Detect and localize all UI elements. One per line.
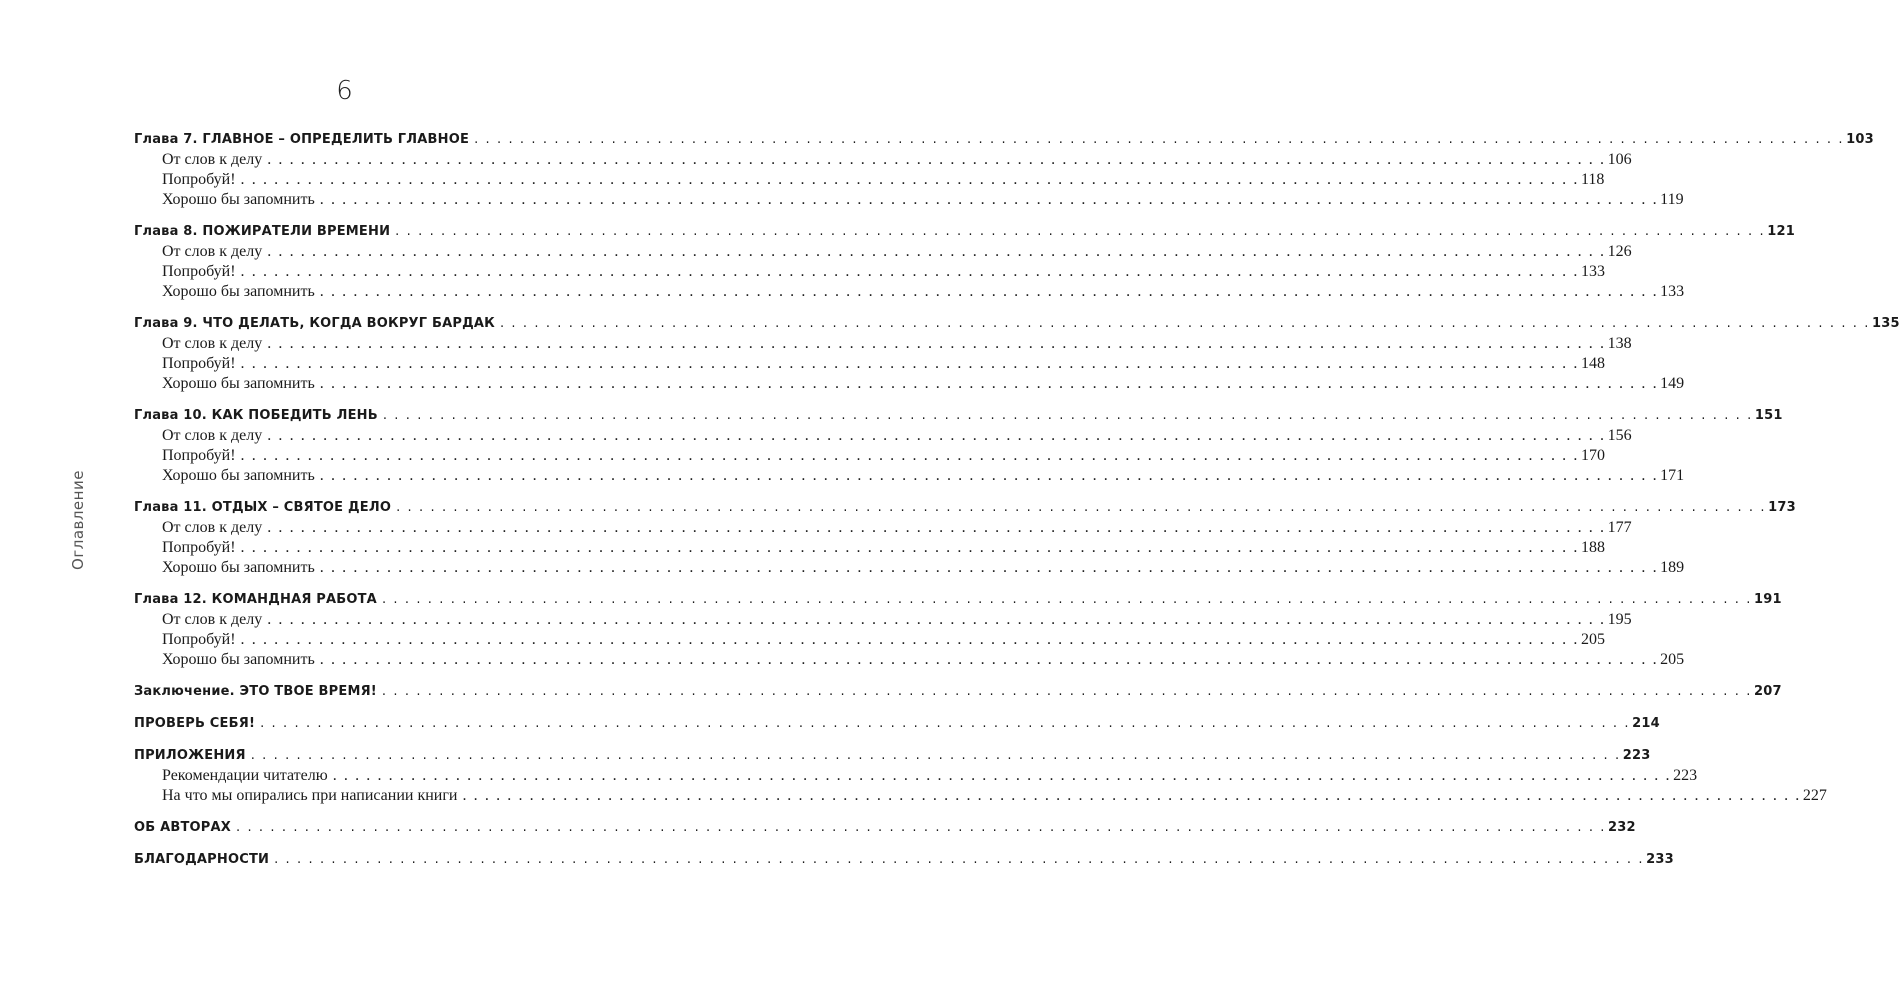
toc-section xyxy=(134,222,1795,302)
dot-leader: . . . . . . . . . . . . . . . . . . . . . . . . . . . . . . . . . . . . . . . . . . . . . . . . . . . . . . . . . . . . . . . . . . . . . . . . . . . . . . . . . . . . . . . . . . . . . . . . . . . . . . . . . . . . . . . . . . . . . . . . xyxy=(381,592,1752,607)
toc-section xyxy=(134,818,1636,838)
toc-subentry[interactable] xyxy=(134,610,1632,630)
toc-subentry-page: 148 xyxy=(1580,355,1605,372)
dot-leader: . . . . . . . . . . . . . . . . . . . . . . . . . . . . . . . . . . . . . . . . . . . . . . . . . . . . . . . . . . . . . . . . . . . . . . . . . . . . . . . . . . . . . . . . . . . . . . . . . . . . . . . . . . . . . . . . . . . . . . . . xyxy=(267,151,1606,168)
toc-subentry-page: 156 xyxy=(1607,427,1632,444)
toc-subentry-page: 118 xyxy=(1580,171,1605,188)
toc-chapter-entry[interactable] xyxy=(134,682,1782,702)
toc-subentry[interactable] xyxy=(134,374,1685,394)
toc-subentry-page: 149 xyxy=(1660,375,1685,392)
toc-chapter-entry-page: 214 xyxy=(1632,716,1660,731)
toc-section xyxy=(134,590,1782,670)
toc-chapter-entry[interactable] xyxy=(134,746,1651,766)
toc-subentry-title: Попробуй! xyxy=(162,355,236,372)
toc-chapter-entry-title: ПРОВЕРЬ СЕБЯ! xyxy=(134,716,256,731)
toc-chapter-entry-title: Глава 8. ПОЖИРАТЕЛИ ВРЕМЕНИ xyxy=(134,224,391,239)
toc-subentry-title: От слов к делу xyxy=(162,335,263,352)
dot-leader: . . . . . . . . . . . . . . . . . . . . . . . . . . . . . . . . . . . . . . . . . . . . . . . . . . . . . . . . . . . . . . . . . . . . . . . . . . . . . . . . . . . . . . . . . . . . . . . . . . . . . . . . . . . . . . . . . . . . . . . . xyxy=(332,767,1672,784)
toc-subentry[interactable] xyxy=(134,282,1685,302)
dot-leader: . . . . . . . . . . . . . . . . . . . . . . . . . . . . . . . . . . . . . . . . . . . . . . . . . . . . . . . . . . . . . . . . . . . . . . . . . . . . . . . . . . . . . . . . . . . . . . . . . . . . . . . . . . . . . . . . . . . . . . . . xyxy=(474,132,1845,147)
toc-subentry-page: 119 xyxy=(1660,191,1684,208)
toc-subentry-title: От слов к делу xyxy=(162,243,263,260)
toc-chapter-entry-title: ОБ АВТОРАХ xyxy=(134,820,231,835)
toc-subentry[interactable] xyxy=(134,242,1632,262)
toc-subentry-title: Хорошо бы запомнить xyxy=(162,467,315,484)
toc-subentry[interactable] xyxy=(134,466,1685,486)
dot-leader: . . . . . . . . . . . . . . . . . . . . . . . . . . . . . . . . . . . . . . . . . . . . . . . . . . . . . . . . . . . . . . . . . . . . . . . . . . . . . . . . . . . . . . . . . . . . . . . . . . . . . . . . . . . . . . . . . . . . . . . . xyxy=(240,631,1579,648)
toc-subentry-title: Попробуй! xyxy=(162,263,236,280)
toc-subentry[interactable] xyxy=(134,334,1632,354)
toc-subentry-title: Хорошо бы запомнить xyxy=(162,375,315,392)
toc-chapter-entry-page: 103 xyxy=(1846,132,1874,147)
toc-section xyxy=(134,130,1874,210)
toc-chapter-entry-title: ПРИЛОЖЕНИЯ xyxy=(134,748,246,763)
toc-section xyxy=(134,314,1900,394)
toc-chapter-entry[interactable] xyxy=(134,222,1795,242)
toc-subentry[interactable] xyxy=(134,426,1632,446)
toc-chapter-entry[interactable] xyxy=(134,714,1660,734)
dot-leader: . . . . . . . . . . . . . . . . . . . . . . . . . . . . . . . . . . . . . . . . . . . . . . . . . . . . . . . . . . . . . . . . . . . . . . . . . . . . . . . . . . . . . . . . . . . . . . . . . . . . . . . . . . . . . . . . . . . . . . . . xyxy=(240,539,1579,556)
toc-chapter-entry-title: БЛАГОДАРНОСТИ xyxy=(134,852,270,867)
toc-subentry[interactable] xyxy=(134,150,1632,170)
toc-chapter-entry-title: Глава 11. ОТДЫХ – СВЯТОЕ ДЕЛО xyxy=(134,500,392,515)
dot-leader: . . . . . . . . . . . . . . . . . . . . . . . . . . . . . . . . . . . . . . . . . . . . . . . . . . . . . . . . . . . . . . . . . . . . . . . . . . . . . . . . . . . . . . . . . . . . . . . . . . . . . . . . . . . . . . . . . . . . . . . . xyxy=(267,519,1606,536)
toc-subentry-page: 205 xyxy=(1660,651,1685,668)
dot-leader: . . . . . . . . . . . . . . . . . . . . . . . . . . . . . . . . . . . . . . . . . . . . . . . . . . . . . . . . . . . . . . . . . . . . . . . . . . . . . . . . . . . . . . . . . . . . . . . . . . . . . . . . . . . . . . . . . . . . . . . . xyxy=(260,716,1631,731)
toc-subentry-page: 227 xyxy=(1802,787,1827,804)
dot-leader: . . . . . . . . . . . . . . . . . . . . . . . . . . . . . . . . . . . . . . . . . . . . . . . . . . . . . . . . . . . . . . . . . . . . . . . . . . . . . . . . . . . . . . . . . . . . . . . . . . . . . . . . . . . . . . . . . . . . . . . . xyxy=(267,335,1606,352)
toc-subentry-title: От слов к делу xyxy=(162,611,263,628)
toc-chapter-entry-page: 233 xyxy=(1646,852,1674,867)
toc-chapter-entry-page: 121 xyxy=(1767,224,1795,239)
toc-chapter-entry-page: 223 xyxy=(1622,748,1651,763)
toc-chapter-entry[interactable] xyxy=(134,498,1796,518)
toc-subentry-page: 171 xyxy=(1660,467,1685,484)
toc-subentry-page: 189 xyxy=(1660,559,1685,576)
dot-leader: . . . . . . . . . . . . . . . . . . . . . . . . . . . . . . . . . . . . . . . . . . . . . . . . . . . . . . . . . . . . . . . . . . . . . . . . . . . . . . . . . . . . . . . . . . . . . . . . . . . . . . . . . . . . . . . . . . . . . . . . xyxy=(267,611,1606,628)
toc-subentry-page: 188 xyxy=(1580,539,1605,556)
toc-section xyxy=(134,406,1783,486)
toc-chapter-entry-page: 207 xyxy=(1753,684,1782,699)
dot-leader: . . . . . . . . . . . . . . . . . . . . . . . . . . . . . . . . . . . . . . . . . . . . . . . . . . . . . . . . . . . . . . . . . . . . . . . . . . . . . . . . . . . . . . . . . . . . . . . . . . . . . . . . . . . . . . . . . . . . . . . . xyxy=(240,171,1579,188)
toc-subentry[interactable] xyxy=(134,786,1827,806)
toc-chapter-entry-title: Глава 9. ЧТО ДЕЛАТЬ, КОГДА ВОКРУГ БАРДАК xyxy=(134,316,495,331)
dot-leader: . . . . . . . . . . . . . . . . . . . . . . . . . . . . . . . . . . . . . . . . . . . . . . . . . . . . . . . . . . . . . . . . . . . . . . . . . . . . . . . . . . . . . . . . . . . . . . . . . . . . . . . . . . . . . . . . . . . . . . . . xyxy=(462,787,1801,804)
dot-leader: . . . . . . . . . . . . . . . . . . . . . . . . . . . . . . . . . . . . . . . . . . . . . . . . . . . . . . . . . . . . . . . . . . . . . . . . . . . . . . . . . . . . . . . . . . . . . . . . . . . . . . . . . . . . . . . . . . . . . . . . xyxy=(240,355,1579,372)
toc-subentry[interactable] xyxy=(134,354,1605,374)
toc-subentry-title: Попробуй! xyxy=(162,631,236,648)
toc-section xyxy=(134,850,1674,870)
toc-subentry[interactable] xyxy=(134,650,1685,670)
toc-subentry-title: От слов к делу xyxy=(162,427,263,444)
toc-subentry-page: 106 xyxy=(1607,151,1632,168)
toc-chapter-entry[interactable] xyxy=(134,130,1874,150)
toc-subentry-page: 195 xyxy=(1607,611,1632,628)
toc-chapter-entry-page: 232 xyxy=(1608,820,1636,835)
toc-subentry-page: 138 xyxy=(1607,335,1632,352)
toc-subentry[interactable] xyxy=(134,446,1605,466)
dot-leader: . . . . . . . . . . . . . . . . . . . . . . . . . . . . . . . . . . . . . . . . . . . . . . . . . . . . . . . . . . . . . . . . . . . . . . . . . . . . . . . . . . . . . . . . . . . . . . . . . . . . . . . . . . . . . . . . . . . . . . . . xyxy=(499,316,1870,331)
toc-chapter-entry-title: Глава 7. ГЛАВНОЕ – ОПРЕДЕЛИТЬ ГЛАВНОЕ xyxy=(134,132,470,147)
dot-leader: . . . . . . . . . . . . . . . . . . . . . . . . . . . . . . . . . . . . . . . . . . . . . . . . . . . . . . . . . . . . . . . . . . . . . . . . . . . . . . . . . . . . . . . . . . . . . . . . . . . . . . . . . . . . . . . . . . . . . . . . xyxy=(319,191,1659,208)
toc-subentry[interactable] xyxy=(134,190,1684,210)
toc-chapter-entry-page: 135 xyxy=(1872,316,1900,331)
dot-leader: . . . . . . . . . . . . . . . . . . . . . . . . . . . . . . . . . . . . . . . . . . . . . . . . . . . . . . . . . . . . . . . . . . . . . . . . . . . . . . . . . . . . . . . . . . . . . . . . . . . . . . . . . . . . . . . . . . . . . . . . xyxy=(396,500,1767,515)
toc-subentry-title: От слов к делу xyxy=(162,519,263,536)
toc-chapter-entry[interactable] xyxy=(134,406,1783,426)
toc-subentry-page: 205 xyxy=(1580,631,1605,648)
toc-subentry[interactable] xyxy=(134,558,1685,578)
toc-subentry[interactable] xyxy=(134,170,1605,190)
dot-leader: . . . . . . . . . . . . . . . . . . . . . . . . . . . . . . . . . . . . . . . . . . . . . . . . . . . . . . . . . . . . . . . . . . . . . . . . . . . . . . . . . . . . . . . . . . . . . . . . . . . . . . . . . . . . . . . . . . . . . . . . xyxy=(319,375,1659,392)
page-number: 6 xyxy=(336,76,353,106)
dot-leader: . . . . . . . . . . . . . . . . . . . . . . . . . . . . . . . . . . . . . . . . . . . . . . . . . . . . . . . . . . . . . . . . . . . . . . . . . . . . . . . . . . . . . . . . . . . . . . . . . . . . . . . . . . . . . . . . . . . . . . . . xyxy=(267,243,1606,260)
toc-subentry-page: 133 xyxy=(1580,263,1605,280)
toc-subentry-title: Попробуй! xyxy=(162,539,236,556)
toc-subentry-title: Попробуй! xyxy=(162,171,236,188)
dot-leader: . . . . . . . . . . . . . . . . . . . . . . . . . . . . . . . . . . . . . . . . . . . . . . . . . . . . . . . . . . . . . . . . . . . . . . . . . . . . . . . . . . . . . . . . . . . . . . . . . . . . . . . . . . . . . . . . . . . . . . . . xyxy=(240,263,1579,280)
dot-leader: . . . . . . . . . . . . . . . . . . . . . . . . . . . . . . . . . . . . . . . . . . . . . . . . . . . . . . . . . . . . . . . . . . . . . . . . . . . . . . . . . . . . . . . . . . . . . . . . . . . . . . . . . . . . . . . . . . . . . . . . xyxy=(382,408,1753,423)
table-of-contents xyxy=(134,130,1900,882)
toc-subentry[interactable] xyxy=(134,630,1605,650)
dot-leader: . . . . . . . . . . . . . . . . . . . . . . . . . . . . . . . . . . . . . . . . . . . . . . . . . . . . . . . . . . . . . . . . . . . . . . . . . . . . . . . . . . . . . . . . . . . . . . . . . . . . . . . . . . . . . . . . . . . . . . . . xyxy=(319,651,1659,668)
toc-subentry[interactable] xyxy=(134,538,1605,558)
toc-subentry-page: 170 xyxy=(1580,447,1605,464)
toc-chapter-entry-page: 151 xyxy=(1754,408,1783,423)
toc-chapter-entry-title: Заключение. ЭТО ТВОЕ ВРЕМЯ! xyxy=(134,684,377,699)
toc-subentry-title: На что мы опирались при написании книги xyxy=(162,787,458,804)
dot-leader: . . . . . . . . . . . . . . . . . . . . . . . . . . . . . . . . . . . . . . . . . . . . . . . . . . . . . . . . . . . . . . . . . . . . . . . . . . . . . . . . . . . . . . . . . . . . . . . . . . . . . . . . . . . . . . . . . . . . . . . . xyxy=(240,447,1579,464)
toc-section xyxy=(134,714,1660,734)
toc-subentry-page: 126 xyxy=(1607,243,1632,260)
toc-chapter-entry[interactable] xyxy=(134,590,1782,610)
toc-subentry-title: Хорошо бы запомнить xyxy=(162,559,315,576)
toc-subentry-title: Хорошо бы запомнить xyxy=(162,283,315,300)
toc-chapter-entry[interactable] xyxy=(134,314,1900,334)
toc-subentry-title: Хорошо бы запомнить xyxy=(162,191,315,208)
toc-chapter-entry[interactable] xyxy=(134,818,1636,838)
toc-chapter-entry-title: Глава 10. КАК ПОБЕДИТЬ ЛЕНЬ xyxy=(134,408,378,423)
toc-chapter-entry-title: Глава 12. КОМАНДНАЯ РАБОТА xyxy=(134,592,377,607)
toc-subentry[interactable] xyxy=(134,262,1605,282)
toc-subentry-title: От слов к делу xyxy=(162,151,263,168)
toc-section xyxy=(134,498,1796,578)
dot-leader: . . . . . . . . . . . . . . . . . . . . . . . . . . . . . . . . . . . . . . . . . . . . . . . . . . . . . . . . . . . . . . . . . . . . . . . . . . . . . . . . . . . . . . . . . . . . . . . . . . . . . . . . . . . . . . . . . . . . . . . . xyxy=(236,820,1607,835)
toc-chapter-entry-page: 191 xyxy=(1753,592,1782,607)
dot-leader: . . . . . . . . . . . . . . . . . . . . . . . . . . . . . . . . . . . . . . . . . . . . . . . . . . . . . . . . . . . . . . . . . . . . . . . . . . . . . . . . . . . . . . . . . . . . . . . . . . . . . . . . . . . . . . . . . . . . . . . . xyxy=(267,427,1606,444)
toc-subentry-title: Рекомендации читателю xyxy=(162,767,328,784)
dot-leader: . . . . . . . . . . . . . . . . . . . . . . . . . . . . . . . . . . . . . . . . . . . . . . . . . . . . . . . . . . . . . . . . . . . . . . . . . . . . . . . . . . . . . . . . . . . . . . . . . . . . . . . . . . . . . . . . . . . . . . . . xyxy=(319,467,1659,484)
dot-leader: . . . . . . . . . . . . . . . . . . . . . . . . . . . . . . . . . . . . . . . . . . . . . . . . . . . . . . . . . . . . . . . . . . . . . . . . . . . . . . . . . . . . . . . . . . . . . . . . . . . . . . . . . . . . . . . . . . . . . . . . xyxy=(319,559,1659,576)
toc-section xyxy=(134,682,1782,702)
dot-leader: . . . . . . . . . . . . . . . . . . . . . . . . . . . . . . . . . . . . . . . . . . . . . . . . . . . . . . . . . . . . . . . . . . . . . . . . . . . . . . . . . . . . . . . . . . . . . . . . . . . . . . . . . . . . . . . . . . . . . . . . xyxy=(250,748,1621,763)
toc-section xyxy=(134,746,1827,806)
dot-leader: . . . . . . . . . . . . . . . . . . . . . . . . . . . . . . . . . . . . . . . . . . . . . . . . . . . . . . . . . . . . . . . . . . . . . . . . . . . . . . . . . . . . . . . . . . . . . . . . . . . . . . . . . . . . . . . . . . . . . . . . xyxy=(395,224,1766,239)
toc-subentry-page: 133 xyxy=(1660,283,1685,300)
toc-subentry-page: 177 xyxy=(1607,519,1632,536)
toc-subentry-title: Попробуй! xyxy=(162,447,236,464)
toc-chapter-entry[interactable] xyxy=(134,850,1674,870)
dot-leader: . . . . . . . . . . . . . . . . . . . . . . . . . . . . . . . . . . . . . . . . . . . . . . . . . . . . . . . . . . . . . . . . . . . . . . . . . . . . . . . . . . . . . . . . . . . . . . . . . . . . . . . . . . . . . . . . . . . . . . . . xyxy=(319,283,1659,300)
toc-subentry[interactable] xyxy=(134,766,1698,786)
toc-chapter-entry-page: 173 xyxy=(1768,500,1796,515)
toc-subentry-title: Хорошо бы запомнить xyxy=(162,651,315,668)
dot-leader: . . . . . . . . . . . . . . . . . . . . . . . . . . . . . . . . . . . . . . . . . . . . . . . . . . . . . . . . . . . . . . . . . . . . . . . . . . . . . . . . . . . . . . . . . . . . . . . . . . . . . . . . . . . . . . . . . . . . . . . . xyxy=(381,684,1752,699)
running-header-vertical: Оглавление xyxy=(69,470,87,570)
dot-leader: . . . . . . . . . . . . . . . . . . . . . . . . . . . . . . . . . . . . . . . . . . . . . . . . . . . . . . . . . . . . . . . . . . . . . . . . . . . . . . . . . . . . . . . . . . . . . . . . . . . . . . . . . . . . . . . . . . . . . . . . xyxy=(274,852,1645,867)
toc-subentry[interactable] xyxy=(134,518,1632,538)
toc-subentry-page: 223 xyxy=(1673,767,1698,784)
